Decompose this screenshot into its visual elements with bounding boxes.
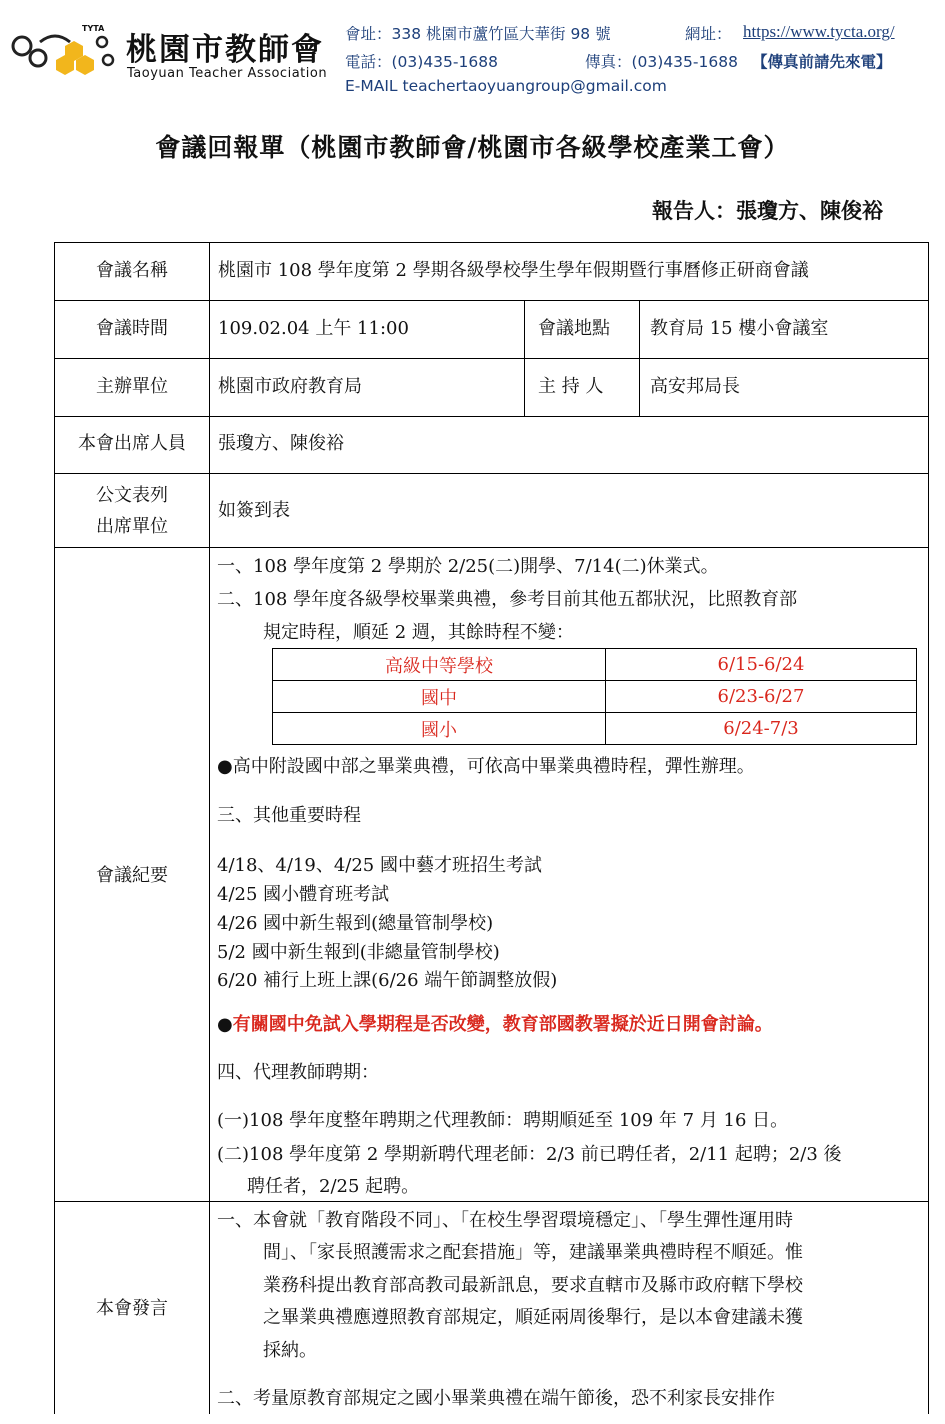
attendee: 張瓊方、陳俊裕	[218, 433, 344, 454]
units: 如簽到表	[218, 500, 290, 521]
school-level: 高級中等學校	[273, 649, 606, 681]
table-row	[273, 649, 917, 681]
minutes-item-4: 四、代理教師聘期：	[217, 1062, 379, 1083]
bullet-icon: ●	[217, 1014, 233, 1035]
meeting-name-label: 會議名稱	[96, 260, 168, 281]
graduation-dates-table	[272, 648, 917, 745]
note-2-text: 有關國中免試入學期程是否改變，教育部國教署擬於近日開會討論。	[232, 1014, 773, 1035]
statement-line: 之畢業典禮應遵照教育部規定，順延兩周後舉行，是以本會建議未獲	[263, 1307, 803, 1328]
host-unit: 桃園市政府教育局	[218, 376, 362, 397]
school-level: 國小	[273, 713, 606, 745]
minutes-item-2-line1: 二、108 學年度各級學校畢業典禮，參考目前其他五都狀況，比照教育部	[217, 589, 798, 610]
statement-line: 間」、「家長照護需求之配套措施」等，建議畢業典禮時程不順延。惟	[263, 1242, 803, 1263]
logo-text: TYTA	[82, 24, 105, 33]
graduation-dates: 6/23-6/27	[606, 681, 917, 713]
minutes-note-1: ●高中附設國中部之畢業典禮，可依高中畢業典禮時程，彈性辦理。	[217, 756, 755, 777]
minutes-item-2-line2: 規定時程，順延 2 週，其餘時程不變：	[263, 622, 574, 643]
school-level: 國中	[273, 681, 606, 713]
phone: 電話：(03)435-1688	[345, 53, 498, 71]
minutes-item-4b-line2: 聘任者，2/25 起聘。	[247, 1176, 420, 1197]
statement-line: 二、考量原教育部規定之國小畢業典禮在端午節後，恐不利家長安排作	[217, 1388, 775, 1409]
host-label: 主辦單位	[96, 376, 168, 397]
units-label-line1: 公文表列	[96, 485, 168, 506]
minutes-item-4b-line1: (二)108 學年度第 2 學期新聘代理老師：2/3 前已聘任者，2/11 起聘；2/3 後	[217, 1144, 842, 1165]
schedule-item: 4/18、4/19、4/25 國中藝才班招生考試	[217, 855, 542, 876]
units-label-line2: 出席單位	[96, 516, 168, 537]
fax-note: 【傳真前請先來電】	[752, 53, 892, 71]
org-name-en: Taoyuan Teacher Association	[127, 66, 328, 81]
minutes-label: 會議紀要	[96, 865, 168, 886]
email: E-MAIL teachertaoyuangroup@gmail.com	[345, 77, 667, 95]
graduation-dates: 6/24-7/3	[606, 713, 917, 745]
time-label: 會議時間	[96, 318, 168, 339]
document-title: 會議回報單（桃園市教師會/桃園市各級學校產業工會）	[155, 133, 790, 162]
website-label: 網址：	[685, 25, 732, 43]
statement-label: 本會發言	[96, 1298, 168, 1319]
schedule-item: 5/2 國中新生報到(非總量管制學校)	[217, 942, 500, 963]
chair-label: 主 持 人	[538, 376, 604, 397]
minutes-item-1: 一、108 學年度第 2 學期於 2/25(二)開學、7/14(二)休業式。	[217, 556, 719, 577]
statement-line: 一、本會就「教育階段不同」、「在校生學習環境穩定」、「學生彈性運用時	[217, 1210, 793, 1231]
fax: 傳真：(03)435-1688	[585, 53, 738, 71]
meeting-time: 109.02.04 上午 11:00	[218, 318, 409, 339]
minutes-item-3: 三、其他重要時程	[217, 805, 361, 826]
minutes-item-4a: (一)108 學年度整年聘期之代理教師：聘期順延至 109 年 7 月 16 日。	[217, 1110, 789, 1131]
meeting-place: 教育局 15 樓小會議室	[650, 318, 829, 339]
table-row	[273, 681, 917, 713]
statement-line: 採納。	[263, 1340, 317, 1361]
attendee-label: 本會出席人員	[78, 433, 186, 454]
meeting-name: 桃園市 108 學年度第 2 學期各級學校學生學年假期暨行事曆修正研商會議	[218, 260, 809, 281]
website-link[interactable]: https://www.tycta.org/	[743, 22, 895, 41]
graduation-dates: 6/15-6/24	[606, 649, 917, 681]
schedule-item: 4/25 國小體育班考試	[217, 884, 390, 905]
reporter: 報告人：張瓊方、陳俊裕	[652, 198, 883, 223]
schedule-item: 4/26 國中新生報到(總量管制學校)	[217, 913, 494, 934]
place-label: 會議地點	[538, 318, 610, 339]
statement-line: 業務科提出教育部高教司最新訊息，要求直轄市及縣市政府轄下學校	[263, 1275, 803, 1296]
table-row	[273, 713, 917, 745]
chair: 高安邦局長	[650, 376, 740, 397]
org-name-zh: 桃園市教師會	[126, 32, 324, 68]
address: 會址：338 桃園市蘆竹區大華街 98 號	[345, 25, 611, 43]
minutes-note-2	[217, 1010, 773, 1036]
schedule-item: 6/20 補行上班上課(6/26 端午節調整放假)	[217, 970, 558, 991]
